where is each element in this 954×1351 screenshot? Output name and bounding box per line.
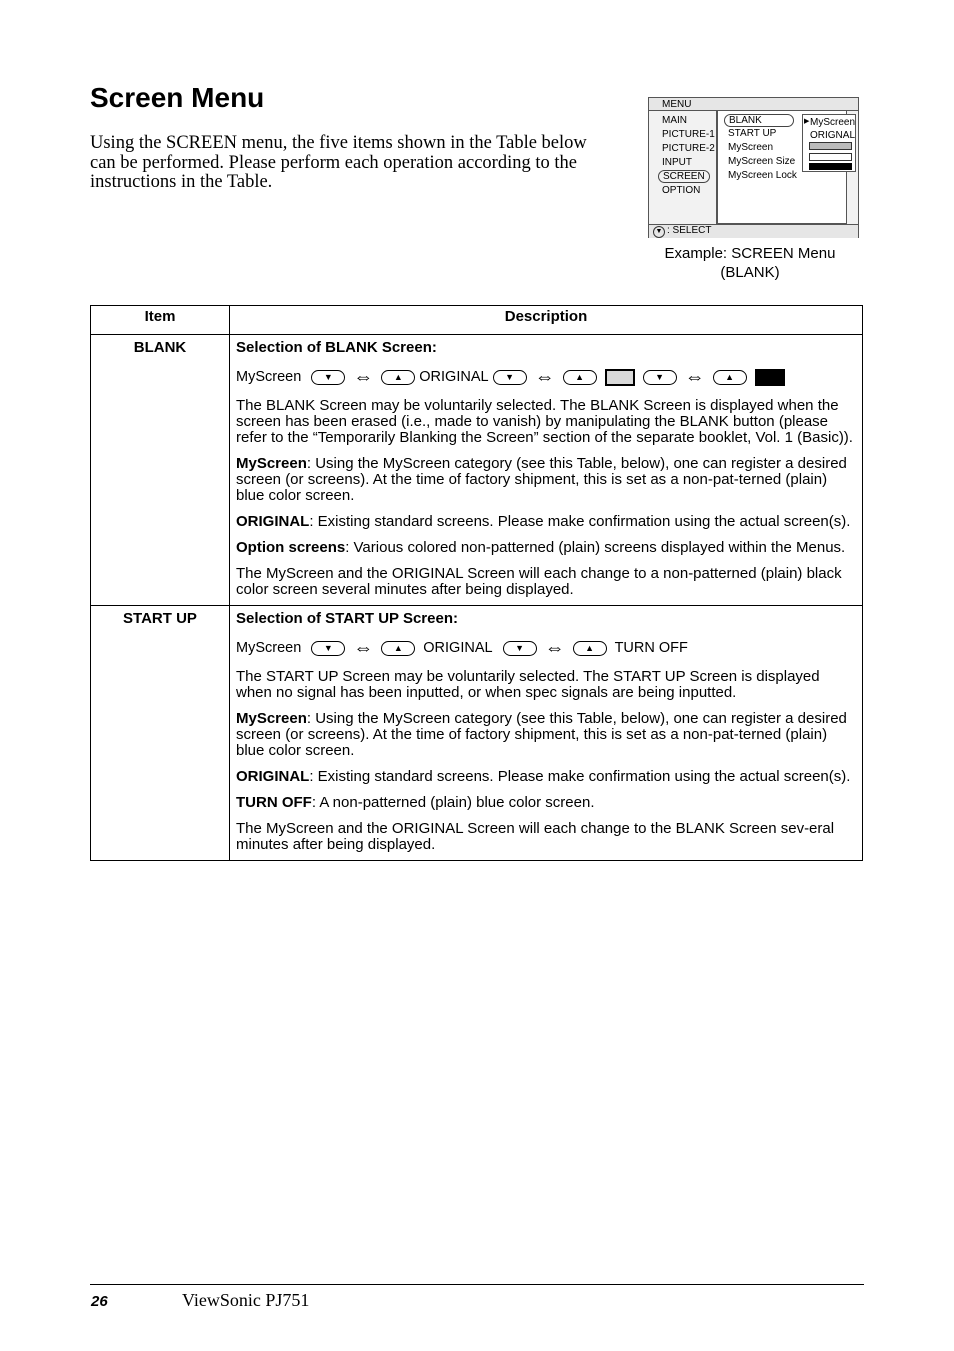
menu-item-myscreen-lock: MyScreen Lock <box>728 170 797 181</box>
table-row <box>91 335 863 606</box>
menu-select-hint: : SELECT <box>667 225 712 236</box>
description-paragraph: The START UP Screen may be voluntarily selected. The START UP Screen is displayed when no signal has been inputted, or when spec signals are being inputted. <box>236 668 820 701</box>
down-button-icon: ▼ <box>493 370 527 385</box>
page-number: 26 <box>91 1293 108 1310</box>
description-paragraph: The MyScreen and the ORIGINAL Screen will each change to a non-patterned (plain) black color screen several minutes after being displayed. <box>236 565 842 598</box>
description-paragraph: ORIGINAL: Existing standard screens. Please make confirmation using the actual screen(s). <box>236 768 851 785</box>
table-row <box>91 606 863 861</box>
two-way-arrow-icon: ⇔ <box>544 637 565 659</box>
column-header-item: Item <box>91 306 230 335</box>
menu-left-panel <box>649 110 717 224</box>
column-header-description: Description <box>230 306 863 335</box>
up-button-icon: ▲ <box>381 641 415 656</box>
two-way-arrow-icon: ⇔ <box>684 366 705 388</box>
seq-myscreen-label: MyScreen <box>236 640 302 656</box>
menu-item-picture-2: PICTURE-2 <box>662 143 715 154</box>
menu-status-bar <box>649 224 858 238</box>
black-screen-swatch <box>755 369 785 386</box>
seq-original-label: ORIGINAL <box>419 369 489 385</box>
submenu-item-original: ORIGNAL <box>810 130 856 141</box>
startup-selection-sequence <box>236 637 856 659</box>
menu-submenu-panel <box>802 114 856 172</box>
seq-myscreen-label: MyScreen <box>236 369 302 385</box>
page-title: Screen Menu <box>90 82 265 113</box>
menu-item-option: OPTION <box>662 185 701 196</box>
menu-item-start-up: START UP <box>728 128 777 139</box>
up-button-icon: ▲ <box>563 370 597 385</box>
menu-item-blank: BLANK <box>724 114 794 127</box>
intro-paragraph: Using the SCREEN menu, the five items shown in the Table below can be performed. Please perform each operation according to the instructions in the Table. <box>90 133 587 192</box>
footer-brand: ViewSonic PJ751 <box>182 1290 310 1310</box>
description-paragraph: MyScreen: Using the MyScreen category (see this Table, below), one can register a desired screen (or screens). At the time of factory shipment, this is set as a non-pat-terned (plain) blue color screen. <box>236 455 847 504</box>
up-button-icon: ▲ <box>573 641 607 656</box>
two-way-arrow-icon: ⇔ <box>353 366 374 388</box>
table-header-row <box>91 306 863 335</box>
description-paragraph: Option screens: Various colored non-patterned (plain) screens displayed within the Menus. <box>236 539 846 556</box>
submenu-swatch-gray <box>809 142 852 150</box>
caption-line-1: Example: SCREEN Menu <box>664 245 836 262</box>
row-description-start-up <box>230 606 863 861</box>
up-button-icon: ▲ <box>381 370 415 385</box>
row-description-blank <box>230 335 863 606</box>
triangle-right-icon: ▶ <box>804 118 810 125</box>
seq-original-label: ORIGINAL <box>423 640 493 656</box>
row-item-blank: BLANK <box>91 335 230 606</box>
footer-divider <box>90 1284 864 1285</box>
submenu-swatch-black <box>809 163 852 170</box>
two-way-arrow-icon: ⇔ <box>534 366 555 388</box>
select-button-icon: ▼ <box>653 226 665 238</box>
menu-item-myscreen: MyScreen <box>728 142 774 153</box>
menu-item-screen: SCREEN <box>658 170 710 183</box>
down-button-icon: ▼ <box>311 370 345 385</box>
blank-selection-sequence <box>236 366 856 388</box>
selection-title: Selection of BLANK Screen: <box>236 339 437 356</box>
gray-screen-swatch <box>605 369 635 386</box>
row-item-start-up: START UP <box>91 606 230 861</box>
description-paragraph: MyScreen: Using the MyScreen category (see this Table, below), one can register a desired screen (or screens). At the time of factory shipment, this is set as a non-pat-terned (plain) blue color screen. <box>236 710 847 759</box>
caption-line-2: (BLANK) <box>720 264 780 281</box>
menu-item-picture-1: PICTURE-1 <box>662 129 715 140</box>
menu-item-myscreen-size: MyScreen Size <box>728 156 796 167</box>
figure-caption <box>640 244 860 282</box>
selection-title: Selection of START UP Screen: <box>236 610 458 627</box>
screen-menu-screenshot <box>648 97 859 238</box>
menu-item-input: INPUT <box>662 157 692 168</box>
description-paragraph: The BLANK Screen may be voluntarily selected. The BLANK Screen is displayed when the screen has been erased (i.e., made to vanish) by manipulating the BLANK button (please refer to the “Temporarily Blanking the Screen” section of the separate booklet, Vol. 1 (Basic)). <box>236 397 853 446</box>
description-paragraph: TURN OFF: A non-patterned (plain) blue color screen. <box>236 794 595 811</box>
down-button-icon: ▼ <box>643 370 677 385</box>
menu-header-label: MENU <box>662 99 692 110</box>
menu-item-main: MAIN <box>662 115 687 126</box>
submenu-item-myscreen: MyScreen <box>810 117 856 128</box>
down-button-icon: ▼ <box>503 641 537 656</box>
submenu-swatch-white <box>809 153 852 161</box>
seq-turnoff-label: TURN OFF <box>614 640 688 656</box>
screen-menu-table <box>90 305 863 861</box>
description-paragraph: The MyScreen and the ORIGINAL Screen will each change to the BLANK Screen sev-eral minutes after being displayed. <box>236 820 835 853</box>
down-button-icon: ▼ <box>311 641 345 656</box>
two-way-arrow-icon: ⇔ <box>353 637 374 659</box>
up-button-icon: ▲ <box>713 370 747 385</box>
description-paragraph: ORIGINAL: Existing standard screens. Please make confirmation using the actual screen(s). <box>236 513 851 530</box>
